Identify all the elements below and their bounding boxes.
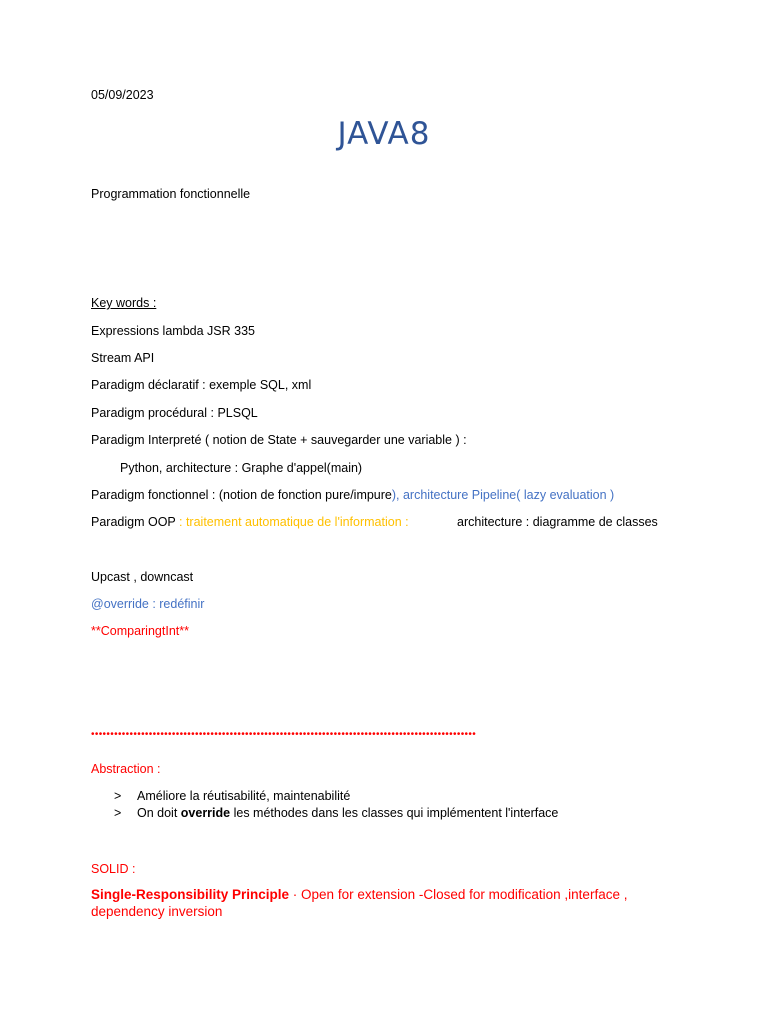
fonctionnel-pipeline-text: ), architecture Pipeline( lazy evaluation ) [391, 488, 615, 502]
solid-single-responsibility: Single-Responsibility Principle [91, 887, 290, 902]
solid-principles-line [91, 886, 627, 903]
abstraction-item-rest: les méthodes dans les classes qui implémentent l'interface [230, 806, 559, 820]
keyword-comparing: **ComparingtInt** [91, 624, 189, 638]
keyword-override: @override : redéfinir [91, 597, 205, 611]
document-subtitle: Programmation fonctionnelle [91, 187, 251, 201]
red-dotted-separator: •••••••••••••••••••••••••••••••••••••••••••••••••••••••••••••••••••••••••••••••••••••••••••••••••••• [91, 730, 477, 740]
solid-heading: SOLID : [91, 862, 136, 876]
abstraction-item-text: On doit [137, 806, 181, 820]
bullet-arrow-icon: > [114, 806, 122, 820]
solid-dependency-inversion: dependency inversion [91, 904, 223, 919]
keywords-heading: Key words : [91, 296, 157, 310]
oop-text: Paradigm OOP [91, 515, 180, 529]
abstraction-item [114, 805, 558, 821]
keyword-oop [91, 514, 409, 530]
keyword-fonctionnel [91, 487, 614, 503]
solid-principles-rest: · Open for extension -Closed for modification ,interface , [289, 887, 628, 902]
abstraction-item-text: Améliore la réutisabilité, maintenabilité [137, 789, 351, 803]
abstraction-heading: Abstraction : [91, 762, 161, 776]
document-title: JAVA8 [337, 116, 431, 152]
oop-highlight-text: : traitement automatique de l'information : [179, 515, 409, 529]
keyword-upcast: Upcast , downcast [91, 570, 194, 584]
keyword-procedural: Paradigm procédural : PLSQL [91, 406, 258, 420]
keyword-declaratif: Paradigm déclaratif : exemple SQL, xml [91, 378, 312, 392]
oop-architecture-text: architecture : diagramme de classes [457, 515, 658, 529]
abstraction-item-bold: override [180, 806, 231, 820]
keyword-stream: Stream API [91, 351, 155, 365]
bullet-arrow-icon: > [114, 789, 122, 803]
abstraction-item [114, 788, 350, 804]
fonctionnel-text: Paradigm fonctionnel : (notion de fonction pure/impure [91, 488, 392, 502]
keyword-python: Python, architecture : Graphe d'appel(main) [120, 461, 363, 475]
keyword-interprete: Paradigm Interpreté ( notion de State + sauvegarder une variable ) : [91, 433, 467, 447]
keyword-lambda: Expressions lambda JSR 335 [91, 324, 255, 338]
document-date: 05/09/2023 [91, 88, 154, 102]
